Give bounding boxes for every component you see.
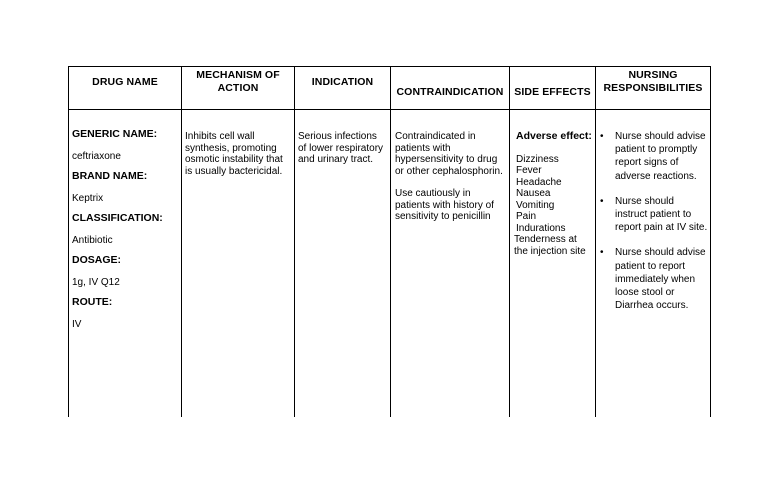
side-effect-item: Tenderness at bbox=[514, 234, 577, 245]
nursing-line: adverse reactions. bbox=[615, 170, 697, 182]
bullet-icon: • bbox=[600, 195, 604, 207]
column-border bbox=[181, 66, 182, 417]
nursing-responsibilities bbox=[598, 130, 710, 324]
column-border bbox=[68, 66, 69, 417]
nursing-line: loose stool or bbox=[615, 287, 675, 299]
header-mechanism-line1: MECHANISM OF bbox=[196, 69, 280, 81]
nursing-line: report signs of bbox=[615, 157, 679, 169]
header-mechanism bbox=[182, 69, 294, 95]
brand-name-label: BRAND NAME: bbox=[72, 170, 148, 182]
route-label: ROUTE: bbox=[72, 296, 113, 308]
contraindication-line: hypersensitivity to drug bbox=[395, 154, 498, 165]
column-border bbox=[710, 66, 711, 417]
contraindication-line: patients with bbox=[395, 142, 451, 154]
mechanism-line: synthesis, promoting bbox=[185, 142, 277, 154]
side-effect-item: Dizziness bbox=[516, 153, 559, 165]
header-mechanism-line2: ACTION bbox=[217, 82, 259, 94]
nursing-line: Nurse should bbox=[615, 195, 674, 207]
side-effect-item: Nausea bbox=[516, 188, 551, 199]
brand-name-value: Keptrix bbox=[72, 192, 104, 204]
header-contraindication: CONTRAINDICATION bbox=[396, 86, 504, 98]
header-indication: INDICATION bbox=[311, 76, 374, 88]
generic-name-value: ceftriaxone bbox=[72, 150, 121, 162]
caution-line: sensitivity to penicillin bbox=[395, 211, 491, 222]
contraindication-line: Contraindicated in bbox=[395, 131, 476, 142]
nursing-item bbox=[598, 195, 710, 235]
indication-line: and urinary tract. bbox=[298, 154, 374, 165]
generic-name-label: GENERIC NAME: bbox=[72, 128, 158, 140]
dosage-label: DOSAGE: bbox=[72, 254, 122, 266]
classification-label: CLASSIFICATION: bbox=[72, 212, 163, 224]
nursing-line: Nurse should advise bbox=[615, 247, 706, 259]
side-effect-item: Pain bbox=[516, 211, 537, 222]
nursing-line: immediately when bbox=[615, 273, 696, 285]
column-border bbox=[294, 66, 295, 417]
bullet-icon: • bbox=[600, 247, 604, 259]
nursing-item bbox=[598, 130, 710, 183]
nursing-line: instruct patient to bbox=[615, 209, 692, 221]
caution-line: patients with history of bbox=[395, 199, 494, 211]
caution-line: Use cautiously in bbox=[395, 188, 471, 199]
dosage-value: 1g, IV Q12 bbox=[72, 276, 120, 288]
header-nursing-line1: NURSING bbox=[628, 69, 678, 81]
mechanism-line: is usually bactericidal. bbox=[185, 165, 283, 177]
side-effect-item: Indurations bbox=[516, 222, 566, 234]
nursing-list bbox=[598, 130, 710, 312]
contraindication-text bbox=[395, 131, 508, 223]
bullet-icon: • bbox=[600, 131, 604, 142]
mechanism-line: Inhibits cell wall bbox=[185, 131, 255, 142]
adverse-effect-label: Adverse effect: bbox=[516, 130, 592, 142]
route-value: IV bbox=[72, 318, 82, 330]
side-effect-item: the injection site bbox=[514, 245, 586, 257]
header-drug-name: DRUG NAME bbox=[92, 76, 158, 88]
indication-line: Serious infections bbox=[298, 131, 377, 142]
nursing-line: Diarrhea occurs. bbox=[615, 300, 689, 312]
nursing-line: patient to report bbox=[615, 260, 686, 272]
nursing-item bbox=[598, 246, 710, 312]
side-effect-item: Headache bbox=[516, 176, 562, 188]
contraindication-line: or other cephalosphorin. bbox=[395, 165, 503, 177]
mechanism-line: osmotic instability that bbox=[185, 154, 283, 165]
drug-info bbox=[72, 129, 178, 330]
column-border bbox=[509, 66, 510, 417]
classification-value: Antibiotic bbox=[72, 234, 113, 246]
nursing-line: patient to promptly bbox=[615, 144, 698, 156]
column-border bbox=[390, 66, 391, 417]
header-nursing bbox=[596, 69, 710, 95]
side-effects-text bbox=[514, 131, 596, 257]
header-nursing-line2: RESPONSIBILITIES bbox=[603, 82, 703, 94]
header-side-effects: SIDE EFFECTS bbox=[514, 86, 591, 98]
nursing-line: report pain at IV site. bbox=[615, 222, 708, 234]
indication-text bbox=[298, 131, 390, 166]
indication-line: of lower respiratory bbox=[298, 142, 384, 154]
mechanism-text bbox=[185, 131, 293, 177]
nursing-line: Nurse should advise bbox=[615, 131, 706, 142]
side-effect-item: Vomiting bbox=[516, 199, 555, 211]
side-effect-item: Fever bbox=[516, 165, 542, 176]
